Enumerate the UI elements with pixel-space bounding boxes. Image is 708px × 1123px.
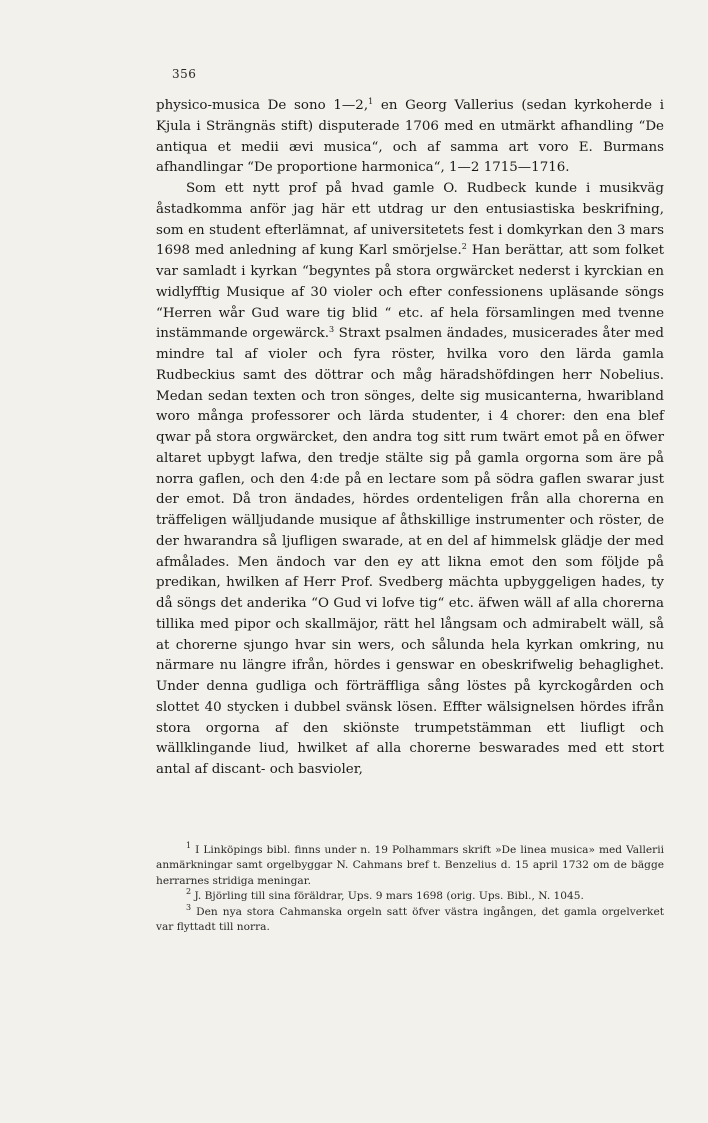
paragraph-run: Som ett nytt prof på hvad gamle O. Rudbeck kunde i musikväg åstadkomma anför jag här ett utdrag ur den entusiastiska beskrifning, som en student efterlämnat, af universitetets fest i domkyrkan den 3 mars 1698 med anledning af kung Karl smörjelse. [156,181,664,259]
footnote-ref-2: 2 [461,242,467,252]
body-text [156,96,664,781]
page-number: 356 [172,67,197,81]
paragraph-run: Han berättar, att som folket var samladt i kyrkan “begyntes på stora orgwärcket nederst i kyrckian en widlyfftig Musique af 30 violer och efter confessionens upläsande söngs “Herren wår Gud ware tig blid “ etc. af hela församlingen med tvenne instämmande orgewärck. [156,243,664,342]
footnotes [156,843,664,935]
footnote-3 [156,902,664,936]
footnote-1 [156,843,664,889]
paragraph-2 [156,179,664,781]
footnote-ref-1: 1 [368,97,374,106]
footnote-mark: 1 [186,841,192,850]
footnote-2 [156,889,664,904]
paragraph-1 [156,96,664,179]
footnote-mark: 2 [186,887,192,897]
footnote-text: J. Björling till sina föräldrar, Ups. 9 mars 1698 (orig. Ups. Bibl., N. 1045. [194,890,584,903]
footnote-mark: 3 [186,902,192,912]
footnote-text: Den nya stora Cahmanska orgeln satt öfver västra ingången, det gamla orgelverket var flyttadt till norra. [156,905,664,934]
paragraph-run: physico-musica De sono 1—2, [156,98,369,113]
footnote-ref-3: 3 [328,325,335,335]
footnote-text: I Linköpings bibl. finns under n. 19 Polhammars skrift »De linea musica» med Vallerii anmärkningar samt orgelbyggar N. Cahmans bref t. Benzelius d. 15 april 1732 om de bägge herrarnes stridiga meningar. [156,844,664,887]
paragraph-run: Straxt psalmen ändades, musicerades åter med mindre tal af violer och fyra röster, hvilka voro den lärda gamla Rudbeckius samt des döttrar och måg häradshöfdingen herr Nobelius. Medan sedan texten och tron sönges, delte sig musicanterna, hwaribland woro många professorer och lärda studenter, i 4 chorer: den ena blef qwar på stora orgwärcket, den andra tog sitt rum twärt emot på en öfwer altaret upbygt lafwa, den tredje stälte sig på gamla orgorna som äre på norra gaflen, och den 4:de på en lectare som på södra gaflen swarar just der emot. Då tron ändades, hördes ordenteligen från alla chorerna en träffeligen wälljudande musique af åthskillige instrumenter och röster, de der hwarandra så ljufligen swarade, at en del af himmelsk glädje der med afmålades. Men ändoch var den ey att likna emot den som följde på predikan, hwilken af Herr Prof. Svedberg mächta upbyggeligen hades, ty då söngs det anderika “O Gud vi lofve tig“ etc. äfwen wäll af alla chorerna tillika med pipor och skallmäjor, rätt hel långsam och admirabelt wäll, så at chorerne sjungo hvar sin wers, och sålunda hela kyrkan omkring, nu närmare nu längre ifrån, hördes i genswar en obeskrifwelig behaglighet. Under denna gudliga och förträffliga sång löstes på kyrckogården och slottet 40 stycken i dubbel svänsk lösen. Effter wälsignelsen hördes ifrån stora orgorna af den skiönste trumpetstämman ett liufligt och wällklingande liud, hwilket af alla chorerne beswarades med ett stort antal af discant- och basvioler, [156,326,664,777]
paragraph-run: en Georg Vallerius (sedan kyrkoherde i Kjula i Strängnäs stift) disputerade 1706 med en utmärkt afhandling “De antiqua et medii ævi musica“, och af samma art voro E. Burmans afhandlingar “De proportione harmonica“, 1—2 1715—1716. [156,98,664,176]
